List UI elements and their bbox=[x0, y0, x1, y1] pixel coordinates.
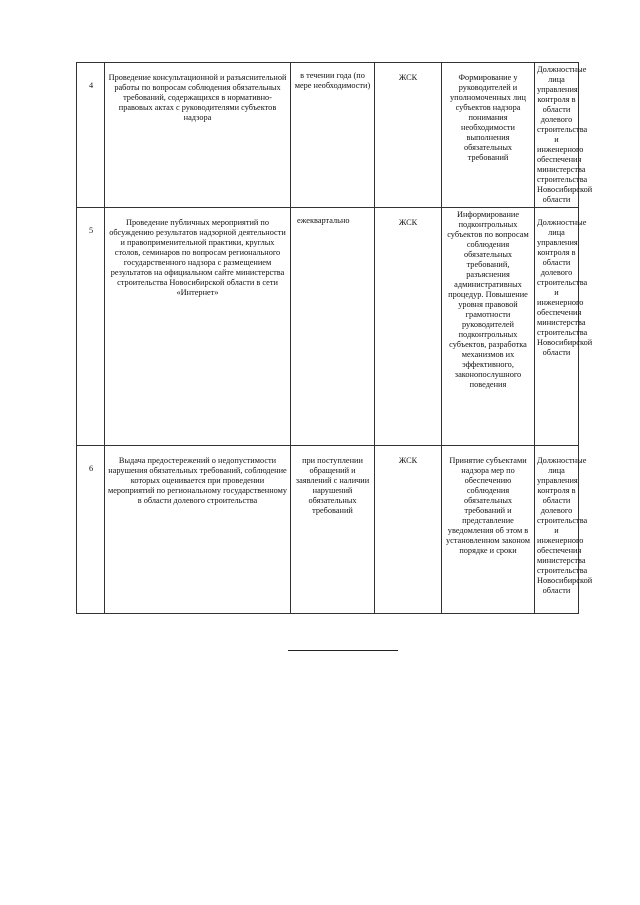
measure-cell: Проведение консультационной и разъяснительной работы по вопросам соблюдения обязательных требований, содержащихся в нормативно-правовых актах с руководителями субъектов надзора bbox=[105, 63, 291, 208]
executor-cell: ЖСК bbox=[375, 208, 442, 446]
table-row bbox=[77, 446, 579, 614]
result-cell: Формирование у руководителей и уполномоченных лиц субъектов надзора понимания необходимости выполнения обязательных требований bbox=[442, 63, 535, 208]
result-cell: Информирование подконтрольных субъектов по вопросам соблюдения обязательных требований, разъяснения административных процедур. Повышение уровня правовой грамотности руководителей подконтрольных субъектов, разработка механизмов их эффективного, законопослушного поведения bbox=[442, 208, 535, 446]
measure-cell: Проведение публичных мероприятий по обсуждению результатов надзорной деятельности и правоприменительной практики, круглых столов, семинаров по вопросам регионального государственного надзора с размещением результатов на официальном сайте министерства строительства Новосибирской области в сети «Интернет» bbox=[105, 208, 291, 446]
row-number: 5 bbox=[77, 208, 105, 446]
executor-cell: ЖСК bbox=[375, 446, 442, 614]
term-cell: в течении года (по мере необходимости) bbox=[291, 63, 375, 208]
responsible-cell: Должностные лица управления контроля в области долевого строительства и инженерного обеспечения министерства строительства Новосибирской области bbox=[535, 446, 579, 614]
term-cell: при поступлении обращений и заявлений с наличии нарушений обязательных требований bbox=[291, 446, 375, 614]
responsible-cell: Должностные лица управления контроля в области долевого строительства и инженерного обеспечения министерства строительства Новосибирской области bbox=[535, 208, 579, 446]
measures-table bbox=[76, 62, 593, 614]
responsible-cell: Должностные лица управления контроля в области долевого строительства и инженерного обеспечения министерства строительства Новосибирской области bbox=[535, 63, 579, 208]
end-separator-line bbox=[288, 650, 398, 651]
table-row bbox=[77, 208, 579, 446]
row-number: 6 bbox=[77, 446, 105, 614]
result-cell: Принятие субъектами надзора мер по обеспечению соблюдения обязательных требований и представление уведомления об этом в установленном законом порядке и сроки bbox=[442, 446, 535, 614]
row-number: 4 bbox=[77, 63, 105, 208]
table-row bbox=[77, 63, 579, 208]
executor-cell: ЖСК bbox=[375, 63, 442, 208]
term-cell: ежеквартально bbox=[291, 208, 375, 446]
measure-cell: Выдача предостережений о недопустимости нарушения обязательных требований, соблюдение которых оценивается при проведении мероприятий по региональному государственному в области долевого строительства bbox=[105, 446, 291, 614]
